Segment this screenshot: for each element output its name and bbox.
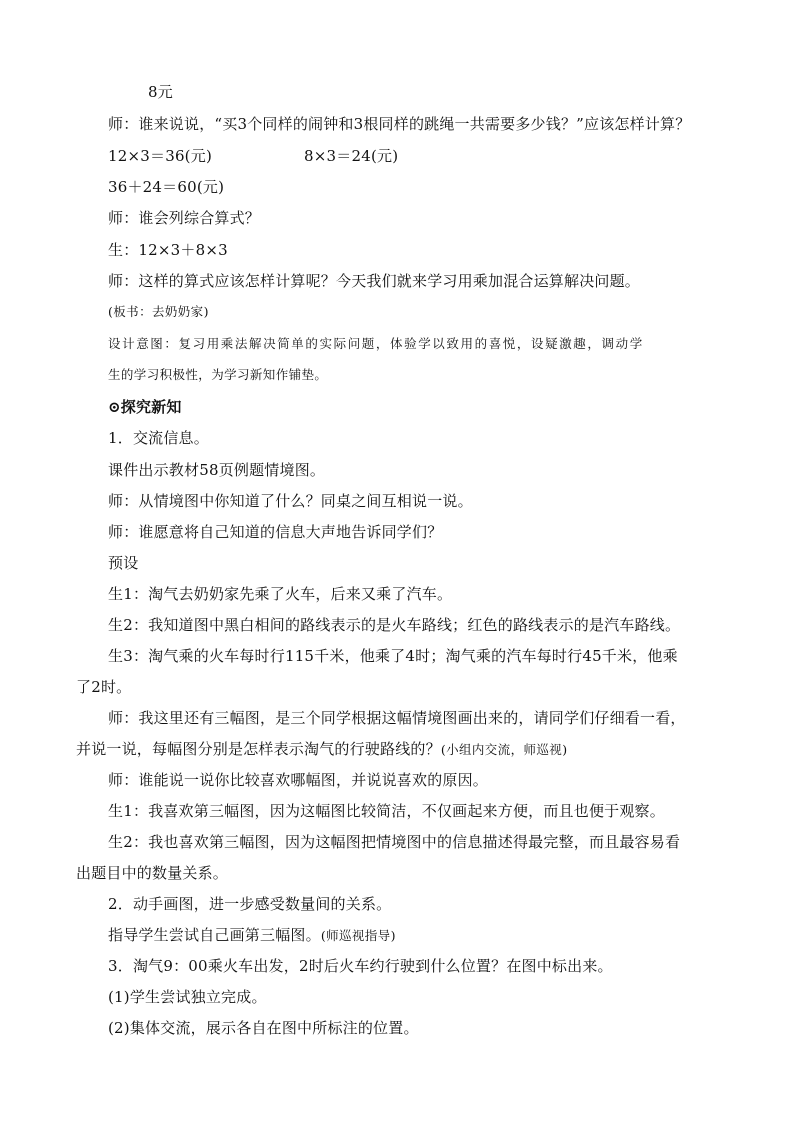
text-main: 并说一说，每幅图分别是怎样表示淘气的行驶路线的？	[76, 740, 441, 758]
design-intent-cont: 生的学习积极性，为学习新知作铺垫。	[108, 367, 328, 382]
text-line: 生1：淘气去奶奶家先乘了火车，后来又乘了汽车。	[108, 585, 453, 603]
text-line	[76, 739, 567, 760]
design-intent: 设计意图：复习用乘法解决简单的实际问题，体验学以致用的喜悦，设疑激趣，调动学	[108, 336, 644, 351]
text-line: 师：这样的算式应该怎样计算呢？今天我们就来学习用乘加混合运算解决问题。	[108, 272, 641, 290]
text-line: 师：谁来说说，“买3个同样的闹钟和3根同样的跳绳一共需要多少钱？”应该怎样计算？	[108, 115, 691, 133]
text-line: 课件出示教材58页例题情境图。	[108, 461, 326, 479]
text-note: (小组内交流，师巡视)	[440, 742, 568, 757]
text-line: 师：从情境图中你知道了什么？同桌之间互相说一说。	[108, 492, 473, 510]
text-line: 3．淘气9：00乘火车出发，2时后火车约行驶到什么位置？在图中标出来。	[108, 957, 613, 975]
text-line: 36＋24＝60(元)	[108, 178, 225, 196]
text-line: 师：谁愿意将自己知道的信息大声地告诉同学们？	[108, 523, 443, 541]
text-line: 生2：我也喜欢第三幅图，因为这幅图把情境图中的信息描述得最完整，而且最容易看	[108, 833, 681, 851]
text-note: (师巡视指导)	[320, 928, 396, 943]
calc-right: 8×3＝24(元)	[304, 147, 399, 165]
text-line: 预设	[108, 554, 139, 572]
board-note: (板书：去奶奶家)	[108, 304, 209, 319]
text-line: 出题目中的数量关系。	[76, 864, 229, 882]
text-line	[108, 146, 398, 166]
text-line: 8元	[148, 83, 173, 101]
calc-left: 12×3＝36(元)	[108, 147, 212, 165]
text-line: (2)集体交流，展示各自在图中所标注的位置。	[108, 1019, 419, 1037]
text-line: 师：谁能说一说你比较喜欢哪幅图，并说说喜欢的原因。	[108, 771, 489, 789]
text-line: (1)学生尝试独立完成。	[108, 988, 267, 1006]
text-line: 师：我这里还有三幅图，是三个同学根据这幅情境图画出来的，请同学们仔细看一看，	[108, 709, 686, 727]
text-main: 指导学生尝试自己画第三幅图。	[108, 926, 321, 944]
text-line: 了2时。	[76, 678, 132, 696]
text-line: 2．动手画图，进一步感受数量间的关系。	[108, 895, 392, 913]
text-line: 师：谁会列综合算式？	[108, 209, 261, 227]
text-line	[108, 925, 396, 946]
text-line: 1．交流信息。	[108, 429, 209, 447]
text-line: 生2：我知道图中黑白相间的路线表示的是火车路线；红色的路线表示的是汽车路线。	[108, 616, 681, 634]
text-line: 生1：我喜欢第三幅图，因为这幅图比较简洁，不仅画起来方便，而且也便于观察。	[108, 802, 665, 820]
text-line: 生：12×3＋8×3	[108, 241, 228, 259]
text-line: 生3：淘气乘的火车每时行115千米，他乘了4时；淘气乘的汽车每时行45千米，他乘	[108, 647, 678, 665]
section-heading: ⊙探究新知	[108, 398, 182, 416]
